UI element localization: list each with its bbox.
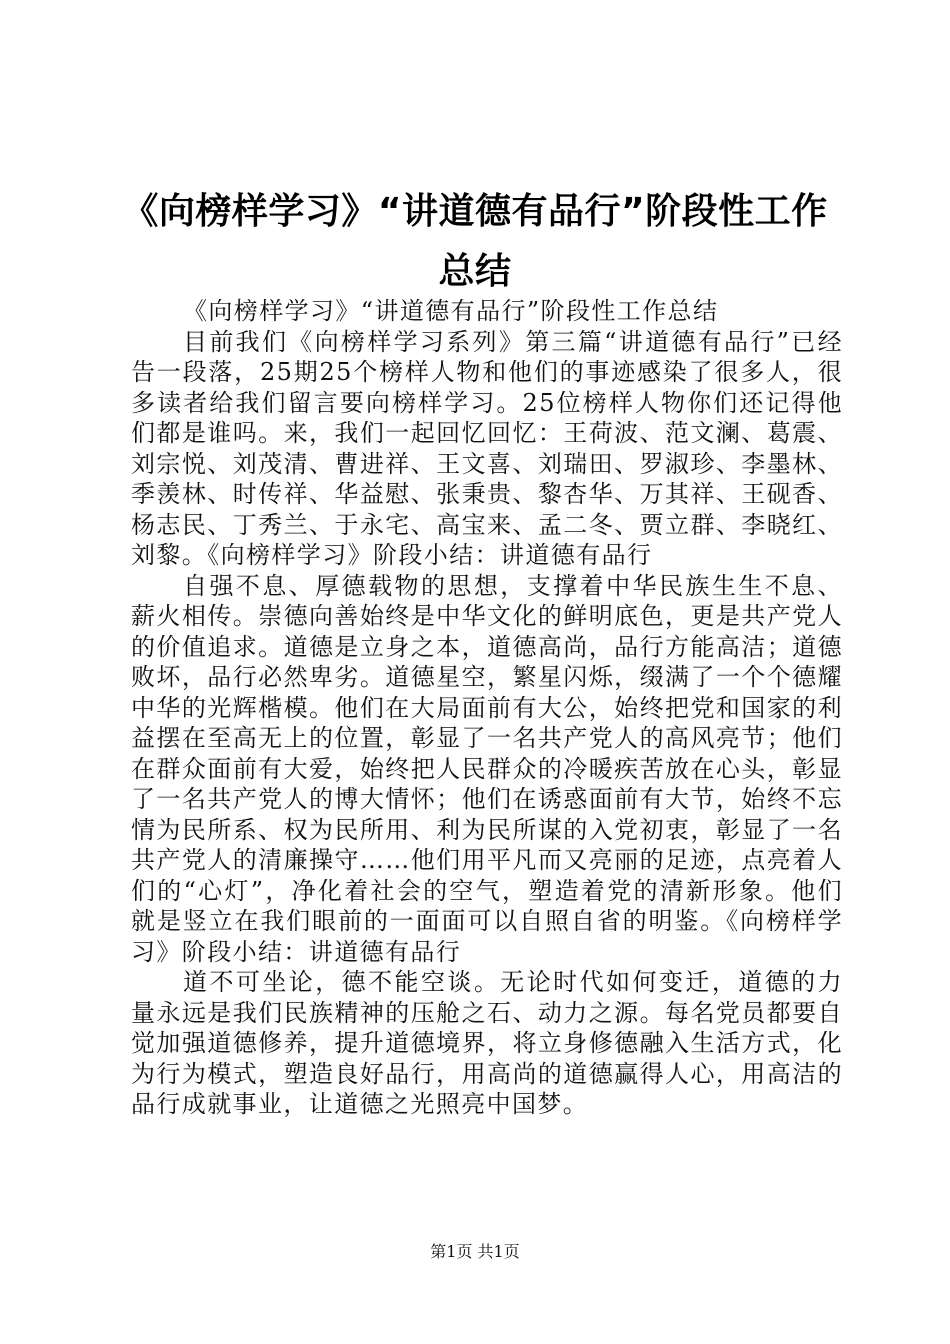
document-title: 《向榜样学习》“讲道德有品行”阶段性工作总结 bbox=[122, 191, 828, 292]
document-body bbox=[131, 296, 843, 1120]
body-paragraph-1: 《向榜样学习》“讲道德有品行”阶段性工作总结 bbox=[183, 297, 719, 325]
page-number-footer: 第1页 共1页 bbox=[430, 1242, 520, 1261]
body-paragraph-2: 目前我们《向榜样学习系列》第三篇“讲道德有品行”已经告一段落，25期25个榜样人物和他们的事迹感染了很多人，很多读者给我们留言要向榜样学习。25位榜样人物你们还记得他们都是谁吗。来，我们一起回忆回忆：王荷波、范文澜、葛震、刘宗悦、刘茂清、曹进祥、王文喜、刘瑞田、罗淑珍、李墨林、季羡林、时传祥、华益慰、张秉贵、黎杏华、万其祥、王砚香、杨志民、丁秀兰、于永宅、高宝来、孟二冬、贾立群、李晓红、刘黎。《向榜样学习》阶段小结：讲道德有品行 bbox=[131, 327, 843, 569]
body-paragraph-3: 自强不息、厚德载物的思想，支撑着中华民族生生不息、薪火相传。崇德向善始终是中华文化的鲜明底色，更是共产党人的价值追求。道德是立身之本，道德高尚，品行方能高洁；道德败坏，品行必然卑劣。道德星空，繁星闪烁，缀满了一个个德耀中华的光辉楷模。他们在大局面前有大公，始终把党和国家的利益摆在至高无上的位置，彰显了一名共产党人的高风亮节；他们在群众面前有大爱，始终把人民群众的冷暖疾苦放在心头，彰显了一名共产党人的博大情怀；他们在诱惑面前有大节，始终不忘情为民所系、权为民所用、利为民所谋的入党初衷，彰显了一名共产党人的清廉操守……他们用平凡而又亮丽的足迹，点亮着人们的“心灯”，净化着社会的空气，塑造着党的清新形象。他们就是竖立在我们眼前的一面面可以自照自省的明鉴。《向榜样学习》阶段小结：讲道德有品行 bbox=[131, 571, 843, 966]
body-paragraph-4: 道不可坐论，德不能空谈。无论时代如何变迁，道德的力量永远是我们民族精神的压舱之石、动力之源。每名党员都要自觉加强道德修养，提升道德境界，将立身修德融入生活方式，化为行为模式，塑造良好品行，用高尚的道德赢得人心，用高洁的品行成就事业，让道德之光照亮中国梦。 bbox=[131, 968, 843, 1118]
